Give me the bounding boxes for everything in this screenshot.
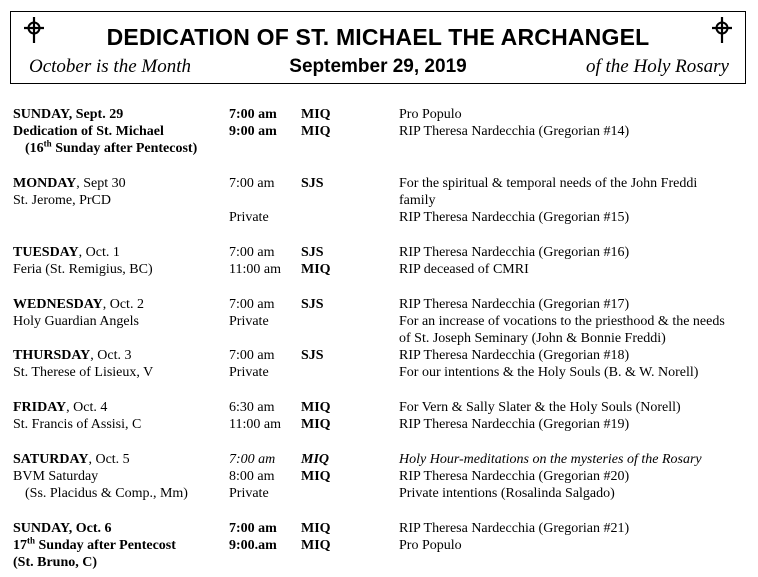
day-label: MONDAY, Sept 30 bbox=[13, 176, 126, 191]
feast-name: St. Jerome, PrCD bbox=[13, 193, 111, 208]
celebrant: MIQ bbox=[301, 521, 331, 536]
month-dedication-left: October is the Month bbox=[29, 56, 192, 77]
mass-intention-continued: of St. Joseph Seminary (John & Bonnie Freddi) bbox=[399, 331, 666, 346]
celebrant: MIQ bbox=[301, 262, 331, 277]
mass-intention: RIP Theresa Nardecchia (Gregorian #15) bbox=[399, 210, 630, 225]
feast-name: 17th Sunday after Pentecost bbox=[13, 535, 176, 553]
mass-intention: RIP Theresa Nardecchia (Gregorian #16) bbox=[399, 245, 630, 260]
mass-time: Private bbox=[229, 314, 269, 329]
mass-intention: Pro Populo bbox=[399, 538, 462, 553]
day-label: TUESDAY, Oct. 1 bbox=[13, 245, 120, 260]
bulletin-header bbox=[10, 11, 746, 84]
day-label: SATURDAY, Oct. 5 bbox=[13, 452, 130, 467]
mass-intention: Private intentions (Rosalinda Salgado) bbox=[399, 486, 615, 501]
mass-time: 7:00 am bbox=[229, 176, 275, 191]
feast-name: BVM Saturday bbox=[13, 469, 99, 484]
celebrant: SJS bbox=[301, 245, 324, 260]
cross-icon bbox=[709, 16, 735, 44]
mass-time: 7:00 am bbox=[229, 452, 276, 467]
day-label: THURSDAY, Oct. 3 bbox=[13, 348, 132, 363]
celebrant: SJS bbox=[301, 348, 324, 363]
day-label: SUNDAY, Oct. 6 bbox=[13, 521, 112, 536]
feast-name: St. Francis of Assisi, C bbox=[13, 417, 142, 432]
mass-intention-continued: family bbox=[399, 193, 436, 208]
celebrant: MIQ bbox=[301, 107, 331, 122]
mass-intention: RIP Theresa Nardecchia (Gregorian #18) bbox=[399, 348, 630, 363]
mass-intention: Pro Populo bbox=[399, 107, 462, 122]
celebrant: MIQ bbox=[301, 538, 331, 553]
feast-note: (Ss. Placidus & Comp., Mm) bbox=[25, 486, 188, 501]
mass-intention: For the spiritual & temporal needs of the John Freddi bbox=[399, 176, 698, 191]
feast-name: St. Therese of Lisieux, V bbox=[13, 365, 154, 380]
bulletin-date: September 29, 2019 bbox=[289, 56, 467, 77]
day-label: WEDNESDAY, Oct. 2 bbox=[13, 297, 144, 312]
mass-time: Private bbox=[229, 486, 269, 501]
celebrant: MIQ bbox=[301, 124, 331, 139]
mass-time: 7:00 am bbox=[229, 297, 275, 312]
celebrant: SJS bbox=[301, 297, 324, 312]
mass-time: 6:30 am bbox=[229, 400, 275, 415]
page-title: DEDICATION OF ST. MICHAEL THE ARCHANGEL bbox=[106, 24, 650, 50]
mass-time: 7:00 am bbox=[229, 348, 275, 363]
mass-time: 11:00 am bbox=[229, 417, 281, 432]
mass-time: Private bbox=[229, 210, 269, 225]
feast-name: Holy Guardian Angels bbox=[13, 314, 139, 329]
celebrant: MIQ bbox=[301, 452, 330, 467]
day-label: FRIDAY, Oct. 4 bbox=[13, 400, 108, 415]
mass-time: 9:00 am bbox=[229, 124, 277, 139]
celebrant: MIQ bbox=[301, 417, 331, 432]
mass-intention: Holy Hour-meditations on the mysteries of the Rosary bbox=[399, 452, 702, 467]
mass-intention: RIP Theresa Nardecchia (Gregorian #21) bbox=[399, 521, 630, 536]
mass-time: 11:00 am bbox=[229, 262, 281, 277]
mass-time: 7:00 am bbox=[229, 245, 275, 260]
celebrant: SJS bbox=[301, 176, 324, 191]
mass-intention: For Vern & Sally Slater & the Holy Souls (Norell) bbox=[399, 400, 681, 415]
celebrant: MIQ bbox=[301, 469, 331, 484]
mass-intention: For our intentions & the Holy Souls (B. & W. Norell) bbox=[399, 365, 699, 380]
feast-name: Feria (St. Remigius, BC) bbox=[13, 262, 153, 277]
mass-intention: RIP Theresa Nardecchia (Gregorian #14) bbox=[399, 124, 630, 139]
mass-time: Private bbox=[229, 365, 269, 380]
mass-intention: RIP Theresa Nardecchia (Gregorian #17) bbox=[399, 297, 630, 312]
mass-intention: For an increase of vocations to the priesthood & the needs bbox=[399, 314, 725, 329]
mass-time: 7:00 am bbox=[229, 521, 277, 536]
mass-intention: RIP deceased of CMRI bbox=[399, 262, 529, 277]
mass-intention: RIP Theresa Nardecchia (Gregorian #20) bbox=[399, 469, 630, 484]
day-label: SUNDAY, Sept. 29 bbox=[13, 107, 124, 122]
feast-name: Dedication of St. Michael bbox=[13, 124, 164, 139]
mass-time: 8:00 am bbox=[229, 469, 275, 484]
feast-note: (16th Sunday after Pentecost) bbox=[25, 138, 198, 156]
feast-note: (St. Bruno, C) bbox=[13, 555, 98, 570]
month-dedication-right: of the Holy Rosary bbox=[585, 56, 729, 77]
celebrant: MIQ bbox=[301, 400, 331, 415]
mass-time: 7:00 am bbox=[229, 107, 277, 122]
mass-time: 9:00.am bbox=[229, 538, 277, 553]
mass-intention: RIP Theresa Nardecchia (Gregorian #19) bbox=[399, 417, 630, 432]
